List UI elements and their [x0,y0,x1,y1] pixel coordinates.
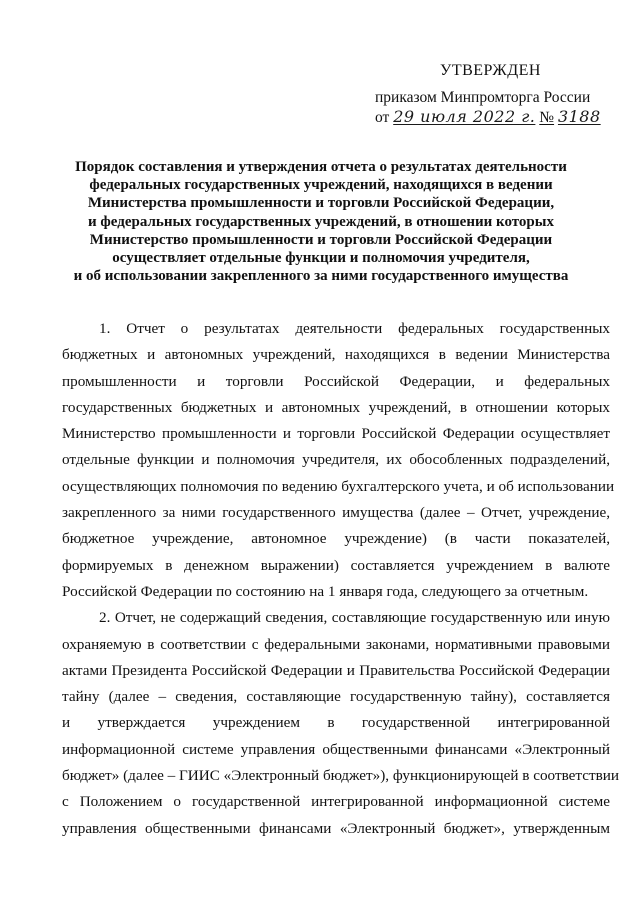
text-line: отдельные функции и полномочия учредителя, их обособленных подразделений, [62,451,610,469]
number-prefix: № [539,109,555,126]
text-line: бюджетное учреждение, автономное учреждение) (в части показателей, [62,530,610,548]
text-line: формируемых в денежном выражении) составляется учреждением в валюте [62,556,610,574]
text-line: 1. Отчет о результатах деятельности федеральных государственных [99,320,610,337]
paragraph-2 [62,605,620,842]
handwritten-date: 29 июля 2022 г. [393,107,536,126]
title-line: федеральных государственных учреждений, находящихся в ведении [89,177,553,194]
title-line: осуществляет отдельные функции и полномочия учредителя, [112,250,530,267]
text-line: Российской Федерации по состоянию на 1 января года, следующего за отчетным. [62,582,589,600]
text-line: 2. Отчет, не содержащий сведения, составляющие государственную или иную [99,609,610,627]
text-line: с Положением о государственной интегрированной информационной системе [62,793,610,811]
title-line: Министерство промышленности и торговли Российской Федерации [89,231,553,248]
date-prefix: от [375,109,390,126]
document-body [62,316,620,842]
text-line: бюджет» (далее – ГИИС «Электронный бюджет»), функционирующей в соответствии [62,767,620,785]
text-line: информационной системе управления общественными финансами «Электронный [62,740,610,758]
text-line: государственных бюджетных и автономных учреждений, в отношении которых [62,398,610,416]
document-title [60,158,582,285]
approval-date-line [375,107,601,127]
title-line: и федеральных государственных учреждений, в отношении которых [88,213,554,230]
text-line: осуществляющих полномочия по ведению бухгалтерского учета, и об использовании [62,477,615,495]
title-line: и об использовании закрепленного за ними государственного имущества [73,268,569,285]
text-line: бюджетных и автономных учреждений, находящихся в ведении Министерства [62,346,610,364]
text-line: охраняемую в соответствии с федеральными законами, нормативными правовыми [62,635,610,653]
paragraph-1 [62,316,615,605]
title-line: Министерства промышленности и торговли Российской Федерации, [87,195,555,212]
text-line: Министерство промышленности и торговли Российской Федерации осуществляет [62,425,610,443]
approval-order-text: приказом Минпромторга России [375,89,591,106]
approval-heading: УТВЕРЖДЕН [440,62,541,79]
text-line: закрепленного за ними государственного имущества (далее – Отчет, учреждение, [62,504,610,522]
handwritten-number: 3188 [557,107,601,126]
title-line: Порядок составления и утверждения отчета о результатах деятельности [75,159,567,175]
text-line: промышленности и торговли Российской Федерации, и федеральных [62,372,610,390]
text-line: и утверждается учреждением в государственной интегрированной [62,714,610,732]
text-line: тайну (далее – сведения, составляющие государственную тайну), составляется [62,688,610,706]
text-line: управления общественными финансами «Электронный бюджет», утвержденным [62,819,610,837]
text-line: актами Президента Российской Федерации и Правительства Российской Федерации [62,661,610,679]
